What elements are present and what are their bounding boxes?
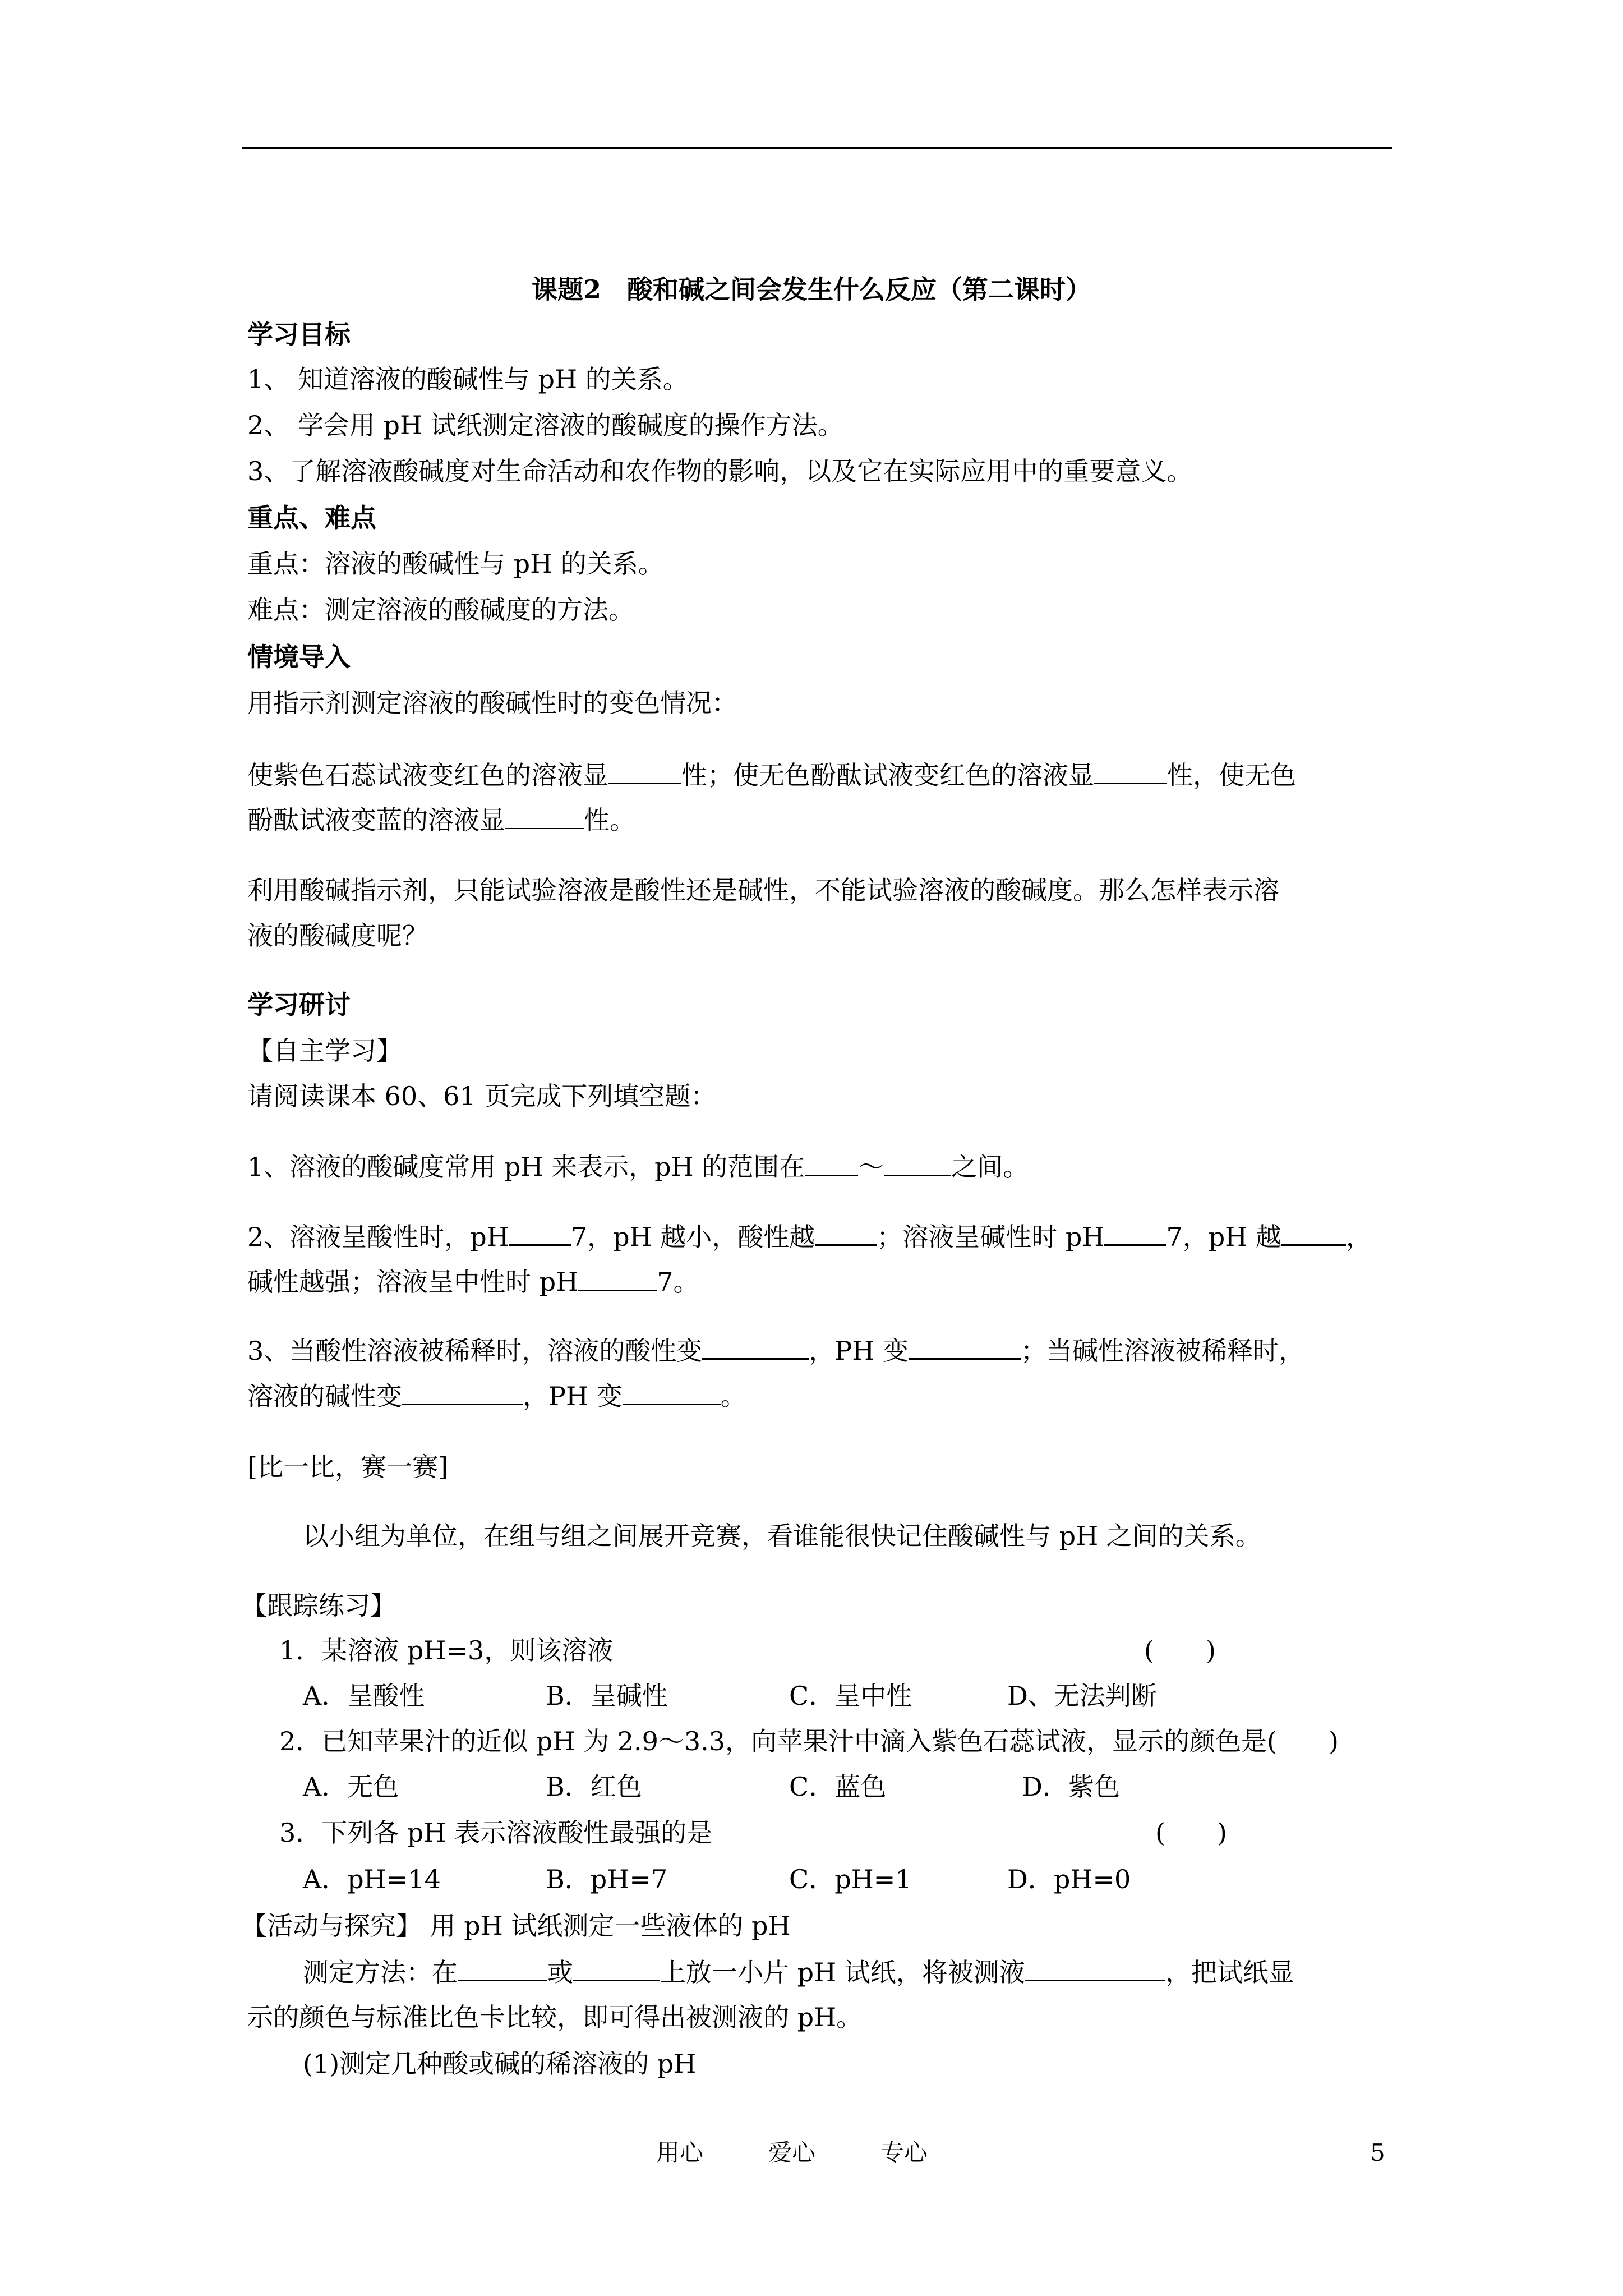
intro-paragraph: 利用酸碱指示剂，只能试验溶液是酸性还是碱性，不能试验溶液的酸碱度。那么怎样表示溶 [247,875,1279,905]
option[interactable]: B．pH=7 [546,1864,668,1894]
activity-heading: 【活动与探究】 用 pH 试纸测定一些液体的 pH [241,1911,791,1941]
objective-item: 3、了解溶液酸碱度对生命活动和农作物的影响，以及它在实际应用中的重要意义。 [247,456,1193,486]
footer-motto: 专心 [880,2139,928,2166]
option[interactable]: C．pH=1 [789,1864,912,1894]
blank[interactable] [805,1152,858,1176]
blank[interactable] [1104,1222,1166,1246]
intro-line: 用指示剂测定溶液的酸碱性时的变色情况： [247,688,737,718]
question-2-cont: 碱性越强；溶液呈中性时 pH 7。 [247,1267,699,1297]
intro-paragraph: 液的酸碱度呢？ [247,921,428,951]
sub-task: (1)测定几种酸或碱的稀溶液的 pH [303,2049,697,2079]
question-3: 3、当酸性溶液被稀释时，溶液的酸性变 ，PH 变 ；当碱性溶液被稀释时， [247,1336,1304,1366]
intro-indicator-line: 酚酞试液变蓝的溶液显 性。 [247,805,635,835]
objectives-heading: 学习目标 [247,319,351,349]
study-heading: 学习研讨 [247,990,351,1020]
blank[interactable] [623,1381,721,1405]
footer-motto: 爱心 [768,2139,816,2166]
practice-question-1: 1．某溶液 pH=3，则该溶液 [279,1635,614,1665]
intro-indicator-line: 使紫色石蕊试液变红色的溶液显 性；使无色酚酞试液变红色的溶液显 性，使无色 [247,760,1296,790]
intro-heading: 情境导入 [247,642,351,672]
practice-question-3: 3．下列各 pH 表示溶液酸性最强的是 [279,1818,713,1848]
contest-heading: [比一比，赛一赛] [247,1452,448,1482]
page-title: 课题2 酸和碱之间会发生什么反应（第二课时） [531,274,1091,305]
option[interactable]: D．紫色 [1022,1772,1120,1802]
option[interactable]: D、无法判断 [1007,1681,1157,1711]
blank[interactable] [509,1222,571,1246]
blank[interactable] [505,806,584,829]
focus-text: 重点：溶液的酸碱性与 pH 的关系。 [247,549,664,579]
option[interactable]: B．呈碱性 [546,1681,668,1711]
footer-motto: 用心 [656,2139,704,2166]
blank[interactable] [815,1222,877,1246]
blank[interactable] [578,1267,657,1291]
blank[interactable] [402,1381,523,1405]
difficulty-text: 难点：测定溶液的酸碱度的方法。 [247,595,634,625]
self-study-heading: 【自主学习】 [247,1036,402,1066]
header-rule [242,147,1392,149]
method-line-cont: 示的颜色与标准比色卡比较，即可得出被测液的 pH。 [247,2002,863,2032]
contest-text: 以小组为单位，在组与组之间展开竞赛，看谁能很快记住酸碱性与 pH 之间的关系。 [303,1521,1261,1551]
option[interactable]: D．pH=0 [1007,1864,1131,1894]
blank[interactable] [1094,761,1167,784]
option[interactable]: A．呈酸性 [303,1681,425,1711]
question-2: 2、溶液呈酸性时，pH 7，pH 越小，酸性越 ；溶液呈碱性时 pH 7，pH 越 ， [247,1222,1372,1252]
option[interactable]: A．无色 [303,1772,399,1802]
blank[interactable] [1281,1222,1346,1246]
option[interactable]: C．蓝色 [789,1772,887,1802]
objective-item: 1、 知道溶液的酸碱性与 pH 的关系。 [247,364,689,394]
answer-paren[interactable]: ( ) [1144,1635,1216,1665]
objective-item: 2、 学会用 pH 试纸测定溶液的酸碱度的操作方法。 [247,410,843,440]
option[interactable]: A．pH=14 [303,1864,441,1894]
read-instruction: 请阅读课本 60、61 页完成下列填空题： [247,1081,717,1111]
keypoints-heading: 重点、难点 [247,503,376,533]
practice-heading: 【跟踪练习】 [241,1590,396,1621]
option[interactable]: B．红色 [546,1772,642,1802]
blank[interactable] [573,1957,660,1981]
method-line: 测定方法：在 或 上放一小片 pH 试纸，将被测液 ，把试纸显 [303,1957,1294,1987]
question-3-cont: 溶液的碱性变 ，PH 变 。 [247,1381,746,1411]
answer-paren[interactable]: ( ) [1155,1818,1227,1848]
blank[interactable] [458,1957,547,1981]
practice-question-2: 2．已知苹果汁的近似 pH 为 2.9～3.3，向苹果汁中滴入紫色石蕊试液，显示的颜色是( ) [279,1726,1339,1756]
blank[interactable] [702,1336,809,1360]
blank[interactable] [1025,1957,1165,1981]
question-1: 1、溶液的酸碱度常用 pH 来表示，pH 的范围在 ～ 之间。 [247,1152,1029,1182]
blank[interactable] [608,761,681,784]
blank[interactable] [909,1336,1021,1360]
option[interactable]: C．呈中性 [789,1681,912,1711]
blank[interactable] [884,1152,951,1176]
page-number: 5 [1370,2139,1385,2166]
